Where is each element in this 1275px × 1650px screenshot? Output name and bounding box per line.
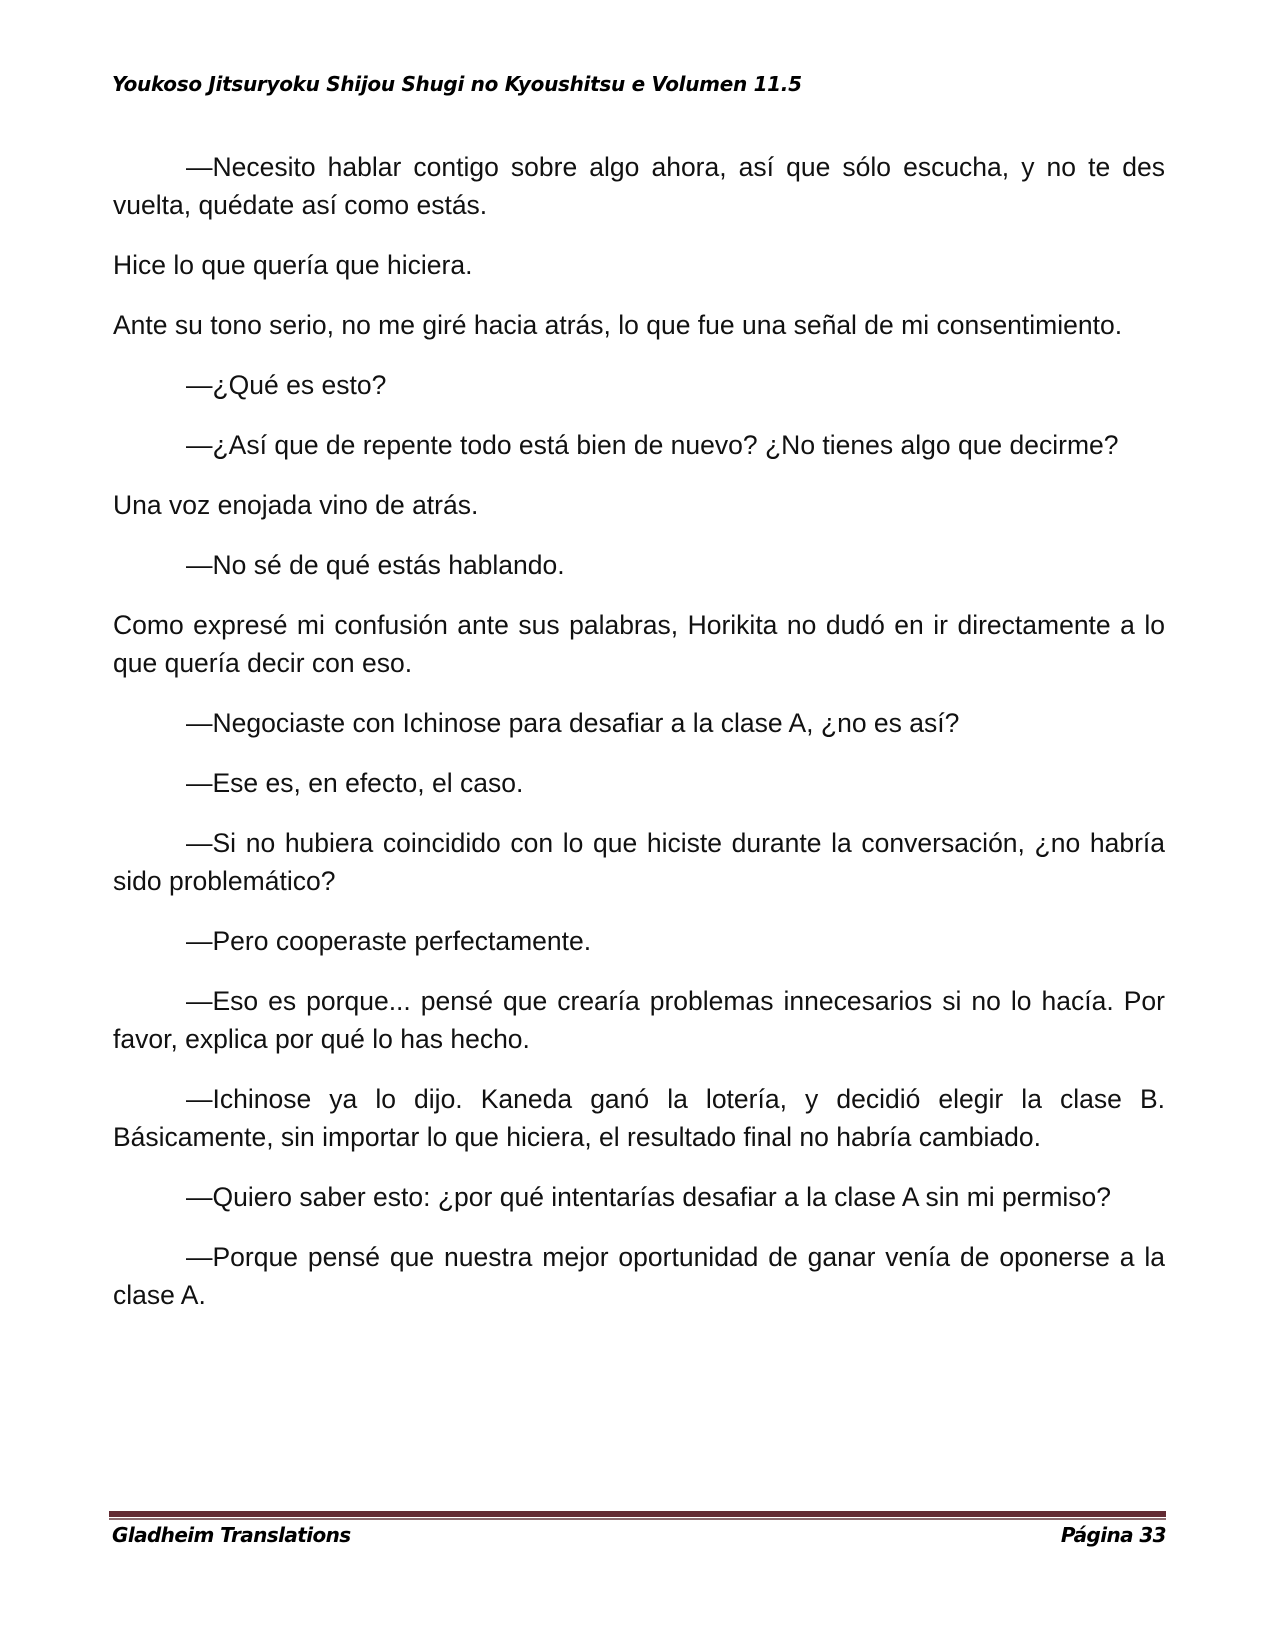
paragraph: —Ichinose ya lo dijo. Kaneda ganó la lotería, y decidió elegir la clase B. Básicamente, sin importar lo que hiciera, el resultado final no habría cambiado. [113,1084,1165,1152]
paragraph: —Si no hubiera coincidido con lo que hiciste durante la conversación, ¿no habría sido problemático? [113,828,1165,896]
paragraph: —No sé de qué estás hablando. [186,550,565,580]
footer-rule [109,1511,1166,1517]
paragraph: —¿Así que de repente todo está bien de nuevo? ¿No tienes algo que decirme? [186,430,1119,460]
paragraph: —¿Qué es esto? [186,370,387,400]
paragraph: Ante su tono serio, no me giré hacia atrás, lo que fue una señal de mi consentimiento. [113,310,1123,340]
paragraph: —Necesito hablar contigo sobre algo ahora, así que sólo escucha, y no te des vuelta, quédate así como estás. [113,152,1165,220]
paragraph: Una voz enojada vino de atrás. [113,490,479,520]
paragraph: —Pero cooperaste perfectamente. [186,926,592,956]
paragraph: Hice lo que quería que hiciera. [113,250,473,280]
footer-credit: Gladheim Translations [112,1523,351,1547]
running-header: Youkoso Jitsuryoku Shijou Shugi no Kyoushitsu e Volumen 11.5 [112,72,802,96]
page-number: Página 33 [1060,1523,1166,1547]
paragraph: —Porque pensé que nuestra mejor oportunidad de ganar venía de oponerse a la clase A. [113,1242,1165,1310]
paragraph: —Ese es, en efecto, el caso. [186,768,524,798]
paragraph: —Negociaste con Ichinose para desafiar a la clase A, ¿no es así? [186,708,960,738]
paragraph: —Eso es porque... pensé que crearía problemas innecesarios si no lo hacía. Por favor, explica por qué lo has hecho. [113,986,1165,1054]
footer-rule-thin [109,1518,1166,1520]
body-text [113,148,1165,1336]
paragraph: —Quiero saber esto: ¿por qué intentarías desafiar a la clase A sin mi permiso? [186,1182,1112,1212]
paragraph: Como expresé mi confusión ante sus palabras, Horikita no dudó en ir directamente a lo que quería decir con eso. [113,610,1165,678]
